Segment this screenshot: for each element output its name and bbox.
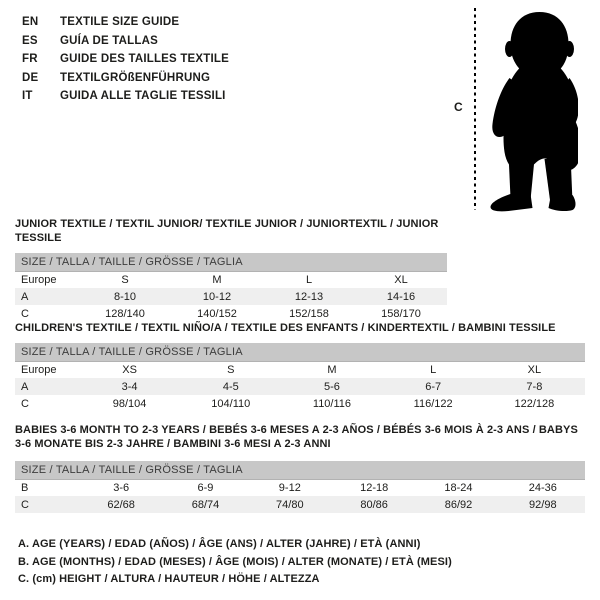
size-header-cell: SIZE / TALLA / TAILLE / GRÖSSE / TAGLIA (15, 343, 585, 361)
size-value-cell: L (430, 363, 437, 376)
size-value-cell: 6-9 (197, 481, 214, 494)
size-value-cell: 80/86 (360, 498, 388, 511)
language-row (22, 50, 229, 69)
childrens-size-table (15, 343, 585, 412)
size-value-cell: 74/80 (276, 498, 304, 511)
size-value-cell: L (305, 273, 313, 286)
row-label: A (21, 290, 29, 303)
row-label: Europe (21, 363, 57, 376)
table-row (15, 378, 585, 395)
height-measure-label: C (454, 100, 463, 114)
size-value-cell: XL (527, 363, 542, 376)
language-row (22, 13, 229, 32)
size-value-cell: 5-6 (324, 380, 340, 393)
language-code: DE (22, 71, 39, 84)
size-value-cell: S (227, 363, 235, 376)
language-code: FR (22, 53, 38, 65)
row-label: C (21, 498, 29, 511)
size-value-cell: 12-13 (294, 290, 324, 303)
table-title: JUNIOR TEXTILE / TEXTIL JUNIOR/ TEXTILE JUNIOR / JUNIORTEXTIL / JUNIOR TESSILE (15, 218, 439, 244)
size-value-cell: S (121, 273, 129, 286)
size-value-cell: 7-8 (526, 380, 543, 393)
size-header-cell: SIZE / TALLA / TAILLE / GRÖSSE / TAGLIA (15, 461, 585, 479)
babies-textile-section (15, 423, 585, 513)
size-value-cell: XL (394, 273, 408, 286)
size-value-cell: 128/140 (105, 307, 145, 320)
size-value-cell: 152/158 (289, 307, 329, 320)
size-value-cell: 158/170 (381, 307, 421, 320)
babies-size-table (15, 461, 585, 513)
size-value-cell: 9-12 (278, 481, 301, 494)
size-header-row (15, 343, 585, 361)
size-value-cell: 140/152 (197, 307, 237, 320)
language-code: ES (22, 34, 38, 47)
row-label: C (21, 307, 29, 320)
size-value-cell: 110/116 (312, 397, 352, 410)
language-row (22, 32, 229, 51)
childrens-textile-section (15, 321, 585, 412)
legend-footnotes (18, 536, 452, 589)
size-value-cell: 10-12 (202, 290, 232, 303)
language-title: TEXTILGRÖßENFÜHRUNG (60, 71, 211, 84)
table-title: CHILDREN'S TEXTILE / TEXTIL NIÑO/A / TEXTILE DES ENFANTS / KINDERTEXTIL / BAMBINI TESSILE (15, 322, 556, 334)
table-row (15, 479, 585, 496)
height-dashed-line (474, 8, 476, 210)
size-value-cell: 6-7 (425, 380, 442, 393)
size-header-row (15, 461, 585, 479)
language-code: EN (22, 16, 39, 28)
footnote-age-years: A. AGE (YEARS) / EDAD (AÑOS) / ÂGE (ANS) / ALTER (JAHRE) / ETÀ (ANNI) (18, 538, 421, 550)
size-value-cell: 92/98 (529, 498, 557, 511)
table-row (15, 361, 585, 378)
size-value-cell: 86/92 (444, 498, 473, 511)
size-value-cell: 3-6 (113, 481, 130, 494)
size-value-cell: 14-16 (386, 290, 416, 303)
size-header-cell: SIZE / TALLA / TAILLE / GRÖSSE / TAGLIA (15, 253, 447, 271)
size-value-cell: 98/104 (112, 397, 147, 410)
table-row (15, 395, 585, 412)
height-measure-figure (450, 0, 600, 218)
language-title: GUIDA ALLE TAGLIE TESSILI (60, 90, 226, 102)
table-title: BABIES 3-6 MONTH TO 2-3 YEARS / BEBÉS 3-6 MESES A 2-3 AÑOS / BÉBÉS 3-6 MOIS À 2-3 ANS / BABYS 3-6 MONATE BIS 2-3 JAHRE / BAMBINI 3-6 MESI A 2-3 ANNI (15, 424, 578, 450)
table-row (15, 288, 447, 305)
size-value-cell: 68/74 (191, 498, 220, 511)
language-row (22, 69, 229, 88)
size-value-cell: 8-10 (113, 290, 137, 303)
footnote-height-cm: C. (cm) HEIGHT / ALTURA / HAUTEUR / HÖHE / ALTEZZA (18, 573, 320, 585)
language-code: IT (22, 90, 33, 102)
table-row (15, 305, 447, 322)
language-title: TEXTILE SIZE GUIDE (60, 16, 180, 28)
junior-textile-section (15, 217, 447, 322)
row-label: A (21, 380, 29, 393)
size-value-cell: M (212, 273, 222, 286)
junior-size-table (15, 253, 447, 322)
footnote-age-months: B. AGE (MONTHS) / EDAD (MESES) / ÂGE (MOIS) / ALTER (MONATE) / ETÀ (MESI) (18, 555, 452, 568)
size-value-cell: XS (122, 363, 137, 376)
row-label: Europe (21, 273, 57, 286)
size-value-cell: 3-4 (121, 380, 138, 393)
row-label: B (21, 481, 29, 494)
size-value-cell: 104/110 (211, 397, 251, 410)
size-value-cell: 4-5 (222, 380, 239, 393)
size-value-cell: 12-18 (360, 481, 389, 494)
language-header (22, 13, 229, 106)
size-value-cell: 62/68 (107, 498, 135, 511)
table-row (15, 496, 585, 513)
size-value-cell: 24-36 (528, 481, 557, 494)
size-value-cell: 116/122 (413, 397, 453, 410)
size-header-row (15, 253, 447, 271)
size-value-cell: 122/128 (514, 397, 555, 410)
size-value-cell: 18-24 (444, 481, 473, 494)
size-value-cell: M (327, 363, 337, 376)
table-row (15, 271, 447, 288)
language-row (22, 87, 229, 106)
language-title: GUIDE DES TAILLES TEXTILE (60, 53, 229, 65)
baby-silhouette-icon (482, 4, 578, 212)
row-label: C (21, 397, 29, 410)
language-title: GUÍA DE TALLAS (60, 34, 158, 47)
